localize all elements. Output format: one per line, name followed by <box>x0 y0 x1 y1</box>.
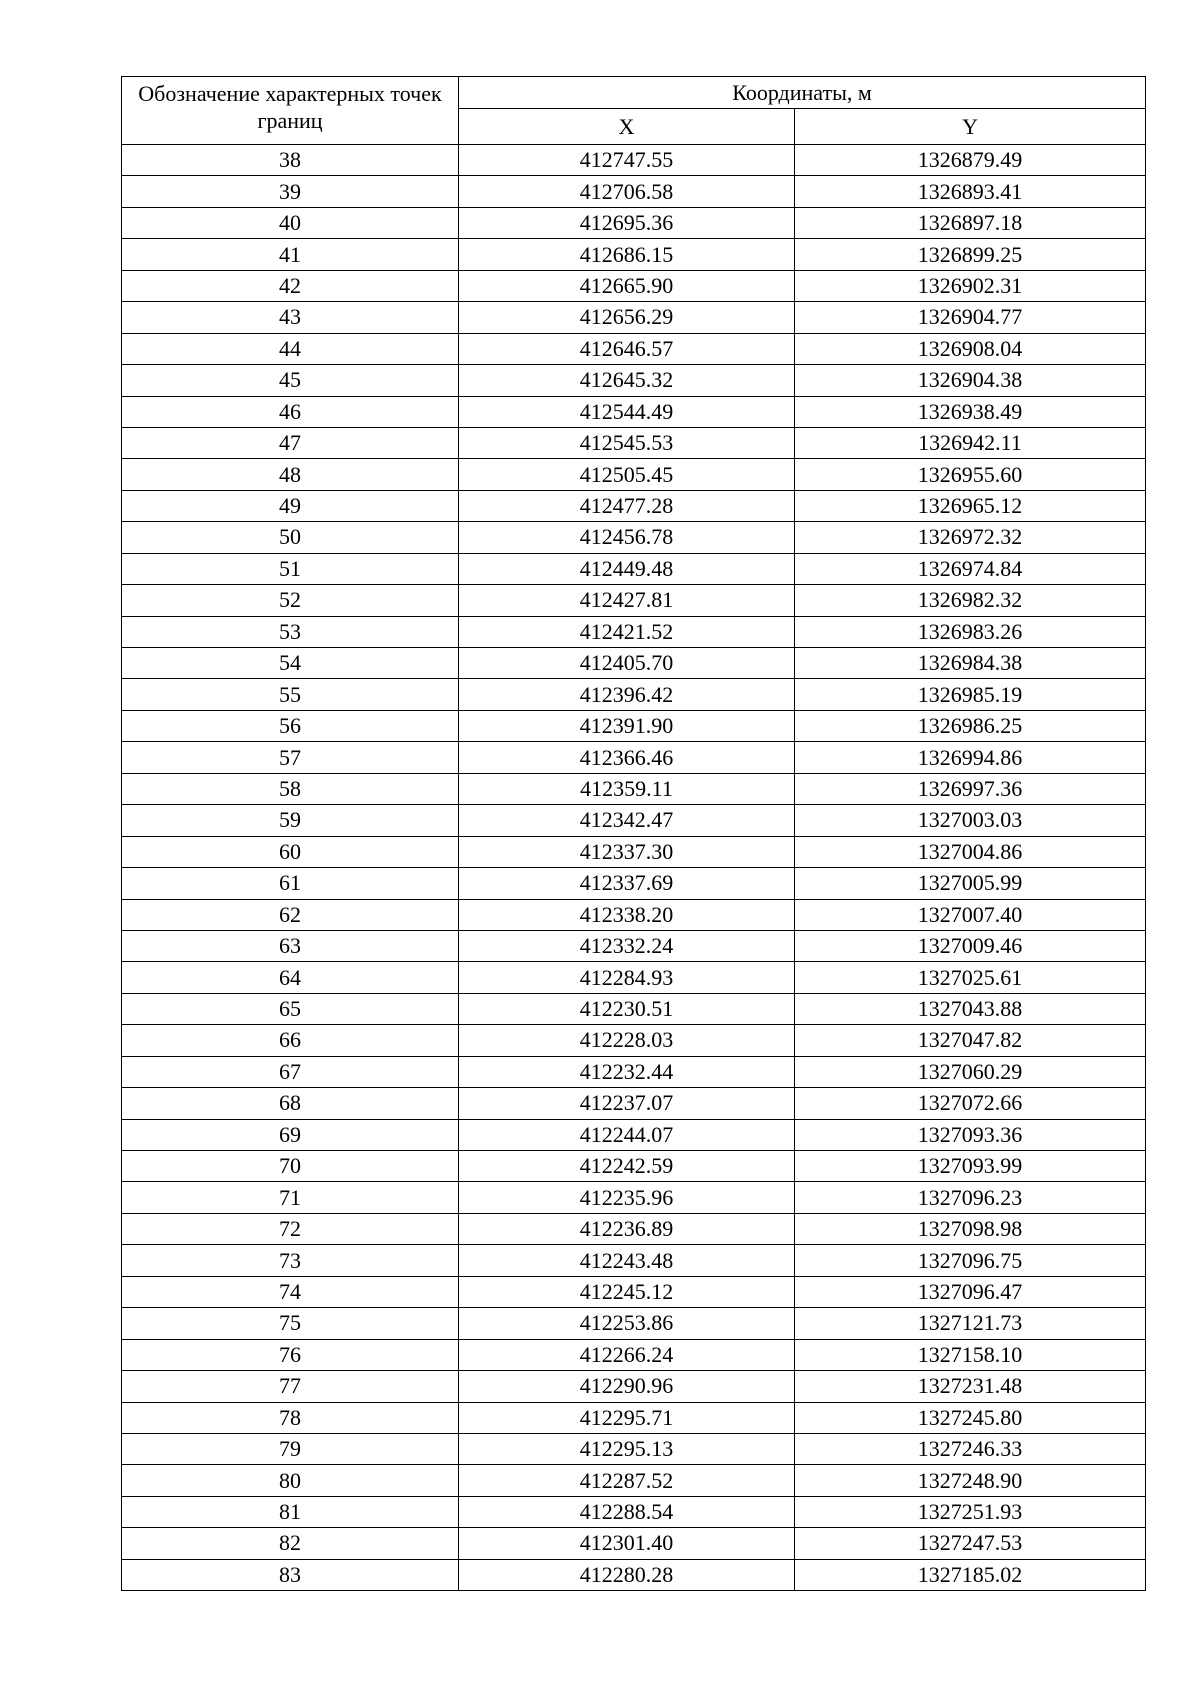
point-cell: 81 <box>122 1496 459 1527</box>
point-cell: 69 <box>122 1119 459 1150</box>
x-coordinate-cell: 412284.93 <box>459 962 795 993</box>
table-row <box>122 773 1146 804</box>
point-cell: 38 <box>122 145 459 176</box>
table-row <box>122 679 1146 710</box>
point-cell: 80 <box>122 1465 459 1496</box>
x-coordinate-cell: 412449.48 <box>459 553 795 584</box>
point-cell: 44 <box>122 333 459 364</box>
x-coordinate-cell: 412544.49 <box>459 396 795 427</box>
y-coordinate-cell: 1326965.12 <box>795 490 1146 521</box>
y-coordinate-cell: 1326897.18 <box>795 207 1146 238</box>
x-coordinate-cell: 412235.96 <box>459 1182 795 1213</box>
point-cell: 65 <box>122 993 459 1024</box>
point-cell: 67 <box>122 1056 459 1087</box>
table-row <box>122 742 1146 773</box>
x-coordinate-cell: 412686.15 <box>459 239 795 270</box>
x-coordinate-cell: 412366.46 <box>459 742 795 773</box>
point-cell: 42 <box>122 270 459 301</box>
x-coordinate-cell: 412253.86 <box>459 1308 795 1339</box>
point-cell: 47 <box>122 427 459 458</box>
table-row <box>122 1276 1146 1307</box>
x-coordinate-cell: 412337.30 <box>459 836 795 867</box>
point-cell: 83 <box>122 1559 459 1590</box>
table-row <box>122 899 1146 930</box>
y-coordinate-cell: 1327093.99 <box>795 1151 1146 1182</box>
y-coordinate-cell: 1326984.38 <box>795 648 1146 679</box>
y-coordinate-cell: 1327121.73 <box>795 1308 1146 1339</box>
table-row <box>122 1245 1146 1276</box>
x-coordinate-cell: 412421.52 <box>459 616 795 647</box>
table-row <box>122 616 1146 647</box>
table-row <box>122 396 1146 427</box>
x-coordinate-cell: 412242.59 <box>459 1151 795 1182</box>
table-row <box>122 365 1146 396</box>
point-cell: 39 <box>122 176 459 207</box>
y-coordinate-cell: 1326942.11 <box>795 427 1146 458</box>
point-cell: 63 <box>122 930 459 961</box>
point-cell: 82 <box>122 1528 459 1559</box>
table-row <box>122 1559 1146 1590</box>
y-coordinate-cell: 1327003.03 <box>795 805 1146 836</box>
x-coordinate-cell: 412477.28 <box>459 490 795 521</box>
point-cell: 46 <box>122 396 459 427</box>
point-cell: 73 <box>122 1245 459 1276</box>
x-coordinate-cell: 412295.71 <box>459 1402 795 1433</box>
point-cell: 54 <box>122 648 459 679</box>
point-cell: 57 <box>122 742 459 773</box>
x-coordinate-cell: 412337.69 <box>459 868 795 899</box>
y-coordinate-cell: 1327231.48 <box>795 1371 1146 1402</box>
y-coordinate-cell: 1326983.26 <box>795 616 1146 647</box>
y-coordinate-cell: 1327047.82 <box>795 1025 1146 1056</box>
y-coordinate-cell: 1327096.75 <box>795 1245 1146 1276</box>
point-column-header: Обозначение характерных точек границ <box>122 77 459 145</box>
table-row <box>122 962 1146 993</box>
y-coordinate-cell: 1327248.90 <box>795 1465 1146 1496</box>
y-coordinate-cell: 1327096.47 <box>795 1276 1146 1307</box>
table-row <box>122 1182 1146 1213</box>
point-cell: 43 <box>122 302 459 333</box>
x-coordinate-cell: 412332.24 <box>459 930 795 961</box>
point-cell: 40 <box>122 207 459 238</box>
table-row <box>122 1025 1146 1056</box>
x-coordinate-cell: 412280.28 <box>459 1559 795 1590</box>
x-coordinate-cell: 412290.96 <box>459 1371 795 1402</box>
y-coordinate-cell: 1326994.86 <box>795 742 1146 773</box>
y-coordinate-cell: 1327247.53 <box>795 1528 1146 1559</box>
table-row <box>122 1465 1146 1496</box>
table-row <box>122 1528 1146 1559</box>
point-cell: 41 <box>122 239 459 270</box>
table-row <box>122 648 1146 679</box>
point-cell: 60 <box>122 836 459 867</box>
point-cell: 61 <box>122 868 459 899</box>
x-coordinate-cell: 412287.52 <box>459 1465 795 1496</box>
point-cell: 53 <box>122 616 459 647</box>
table-row <box>122 333 1146 364</box>
x-coordinate-cell: 412243.48 <box>459 1245 795 1276</box>
y-coordinate-cell: 1326938.49 <box>795 396 1146 427</box>
point-cell: 56 <box>122 710 459 741</box>
point-cell: 64 <box>122 962 459 993</box>
point-cell: 62 <box>122 899 459 930</box>
y-coordinate-cell: 1326908.04 <box>795 333 1146 364</box>
x-coordinate-cell: 412405.70 <box>459 648 795 679</box>
y-coordinate-cell: 1326997.36 <box>795 773 1146 804</box>
y-coordinate-cell: 1326972.32 <box>795 522 1146 553</box>
x-coordinate-cell: 412245.12 <box>459 1276 795 1307</box>
point-cell: 58 <box>122 773 459 804</box>
y-coordinate-cell: 1327009.46 <box>795 930 1146 961</box>
table-row <box>122 490 1146 521</box>
x-coordinate-cell: 412545.53 <box>459 427 795 458</box>
point-cell: 49 <box>122 490 459 521</box>
y-coordinate-cell: 1326902.31 <box>795 270 1146 301</box>
table-row <box>122 868 1146 899</box>
x-coordinate-cell: 412391.90 <box>459 710 795 741</box>
table-row <box>122 1433 1146 1464</box>
x-coordinate-cell: 412228.03 <box>459 1025 795 1056</box>
table-row <box>122 1088 1146 1119</box>
x-coordinate-cell: 412747.55 <box>459 145 795 176</box>
x-coordinate-cell: 412288.54 <box>459 1496 795 1527</box>
y-coordinate-cell: 1327246.33 <box>795 1433 1146 1464</box>
table-row <box>122 836 1146 867</box>
x-column-header: X <box>459 109 795 145</box>
table-row <box>122 459 1146 490</box>
x-coordinate-cell: 412706.58 <box>459 176 795 207</box>
y-coordinate-cell: 1327060.29 <box>795 1056 1146 1087</box>
x-coordinate-cell: 412301.40 <box>459 1528 795 1559</box>
table-header <box>122 77 1146 145</box>
point-cell: 66 <box>122 1025 459 1056</box>
x-coordinate-cell: 412237.07 <box>459 1088 795 1119</box>
table-row <box>122 1151 1146 1182</box>
point-cell: 71 <box>122 1182 459 1213</box>
table-row <box>122 1339 1146 1370</box>
x-coordinate-cell: 412338.20 <box>459 899 795 930</box>
y-coordinate-cell: 1326879.49 <box>795 145 1146 176</box>
y-coordinate-cell: 1327093.36 <box>795 1119 1146 1150</box>
y-coordinate-cell: 1326904.77 <box>795 302 1146 333</box>
y-coordinate-cell: 1327072.66 <box>795 1088 1146 1119</box>
point-cell: 79 <box>122 1433 459 1464</box>
x-coordinate-cell: 412645.32 <box>459 365 795 396</box>
x-coordinate-cell: 412665.90 <box>459 270 795 301</box>
point-cell: 59 <box>122 805 459 836</box>
x-coordinate-cell: 412505.45 <box>459 459 795 490</box>
point-cell: 77 <box>122 1371 459 1402</box>
y-coordinate-cell: 1326985.19 <box>795 679 1146 710</box>
y-coordinate-cell: 1327251.93 <box>795 1496 1146 1527</box>
point-cell: 70 <box>122 1151 459 1182</box>
y-coordinate-cell: 1327004.86 <box>795 836 1146 867</box>
table-row <box>122 993 1146 1024</box>
y-coordinate-cell: 1327245.80 <box>795 1402 1146 1433</box>
y-column-header: Y <box>795 109 1146 145</box>
table-row <box>122 1496 1146 1527</box>
point-cell: 72 <box>122 1213 459 1244</box>
point-cell: 45 <box>122 365 459 396</box>
y-coordinate-cell: 1326899.25 <box>795 239 1146 270</box>
table-row <box>122 1213 1146 1244</box>
table-row <box>122 302 1146 333</box>
point-cell: 48 <box>122 459 459 490</box>
x-coordinate-cell: 412236.89 <box>459 1213 795 1244</box>
table-row <box>122 145 1146 176</box>
point-cell: 51 <box>122 553 459 584</box>
point-cell: 75 <box>122 1308 459 1339</box>
table-row <box>122 1371 1146 1402</box>
point-cell: 52 <box>122 585 459 616</box>
table-row <box>122 1402 1146 1433</box>
table-row <box>122 207 1146 238</box>
point-cell: 50 <box>122 522 459 553</box>
y-coordinate-cell: 1326904.38 <box>795 365 1146 396</box>
table-row <box>122 710 1146 741</box>
point-cell: 68 <box>122 1088 459 1119</box>
y-coordinate-cell: 1326982.32 <box>795 585 1146 616</box>
x-coordinate-cell: 412359.11 <box>459 773 795 804</box>
y-coordinate-cell: 1326955.60 <box>795 459 1146 490</box>
table-row <box>122 553 1146 584</box>
coordinates-group-header: Координаты, м <box>459 77 1146 109</box>
table-row <box>122 176 1146 207</box>
y-coordinate-cell: 1326986.25 <box>795 710 1146 741</box>
x-coordinate-cell: 412646.57 <box>459 333 795 364</box>
table-row <box>122 1119 1146 1150</box>
table-row <box>122 930 1146 961</box>
table-row <box>122 1308 1146 1339</box>
x-coordinate-cell: 412230.51 <box>459 993 795 1024</box>
x-coordinate-cell: 412695.36 <box>459 207 795 238</box>
x-coordinate-cell: 412342.47 <box>459 805 795 836</box>
x-coordinate-cell: 412266.24 <box>459 1339 795 1370</box>
y-coordinate-cell: 1327185.02 <box>795 1559 1146 1590</box>
table-body <box>122 145 1146 1591</box>
table-row <box>122 1056 1146 1087</box>
point-cell: 74 <box>122 1276 459 1307</box>
table-row <box>122 585 1146 616</box>
point-cell: 55 <box>122 679 459 710</box>
y-coordinate-cell: 1326893.41 <box>795 176 1146 207</box>
y-coordinate-cell: 1327096.23 <box>795 1182 1146 1213</box>
y-coordinate-cell: 1326974.84 <box>795 553 1146 584</box>
x-coordinate-cell: 412427.81 <box>459 585 795 616</box>
y-coordinate-cell: 1327098.98 <box>795 1213 1146 1244</box>
y-coordinate-cell: 1327007.40 <box>795 899 1146 930</box>
x-coordinate-cell: 412244.07 <box>459 1119 795 1150</box>
y-coordinate-cell: 1327005.99 <box>795 868 1146 899</box>
table-row <box>122 270 1146 301</box>
x-coordinate-cell: 412456.78 <box>459 522 795 553</box>
x-coordinate-cell: 412656.29 <box>459 302 795 333</box>
x-coordinate-cell: 412396.42 <box>459 679 795 710</box>
y-coordinate-cell: 1327025.61 <box>795 962 1146 993</box>
table-row <box>122 805 1146 836</box>
table-row <box>122 522 1146 553</box>
y-coordinate-cell: 1327158.10 <box>795 1339 1146 1370</box>
x-coordinate-cell: 412295.13 <box>459 1433 795 1464</box>
x-coordinate-cell: 412232.44 <box>459 1056 795 1087</box>
table-row <box>122 239 1146 270</box>
point-cell: 78 <box>122 1402 459 1433</box>
point-cell: 76 <box>122 1339 459 1370</box>
y-coordinate-cell: 1327043.88 <box>795 993 1146 1024</box>
table-row <box>122 427 1146 458</box>
coordinates-table <box>121 76 1146 1591</box>
